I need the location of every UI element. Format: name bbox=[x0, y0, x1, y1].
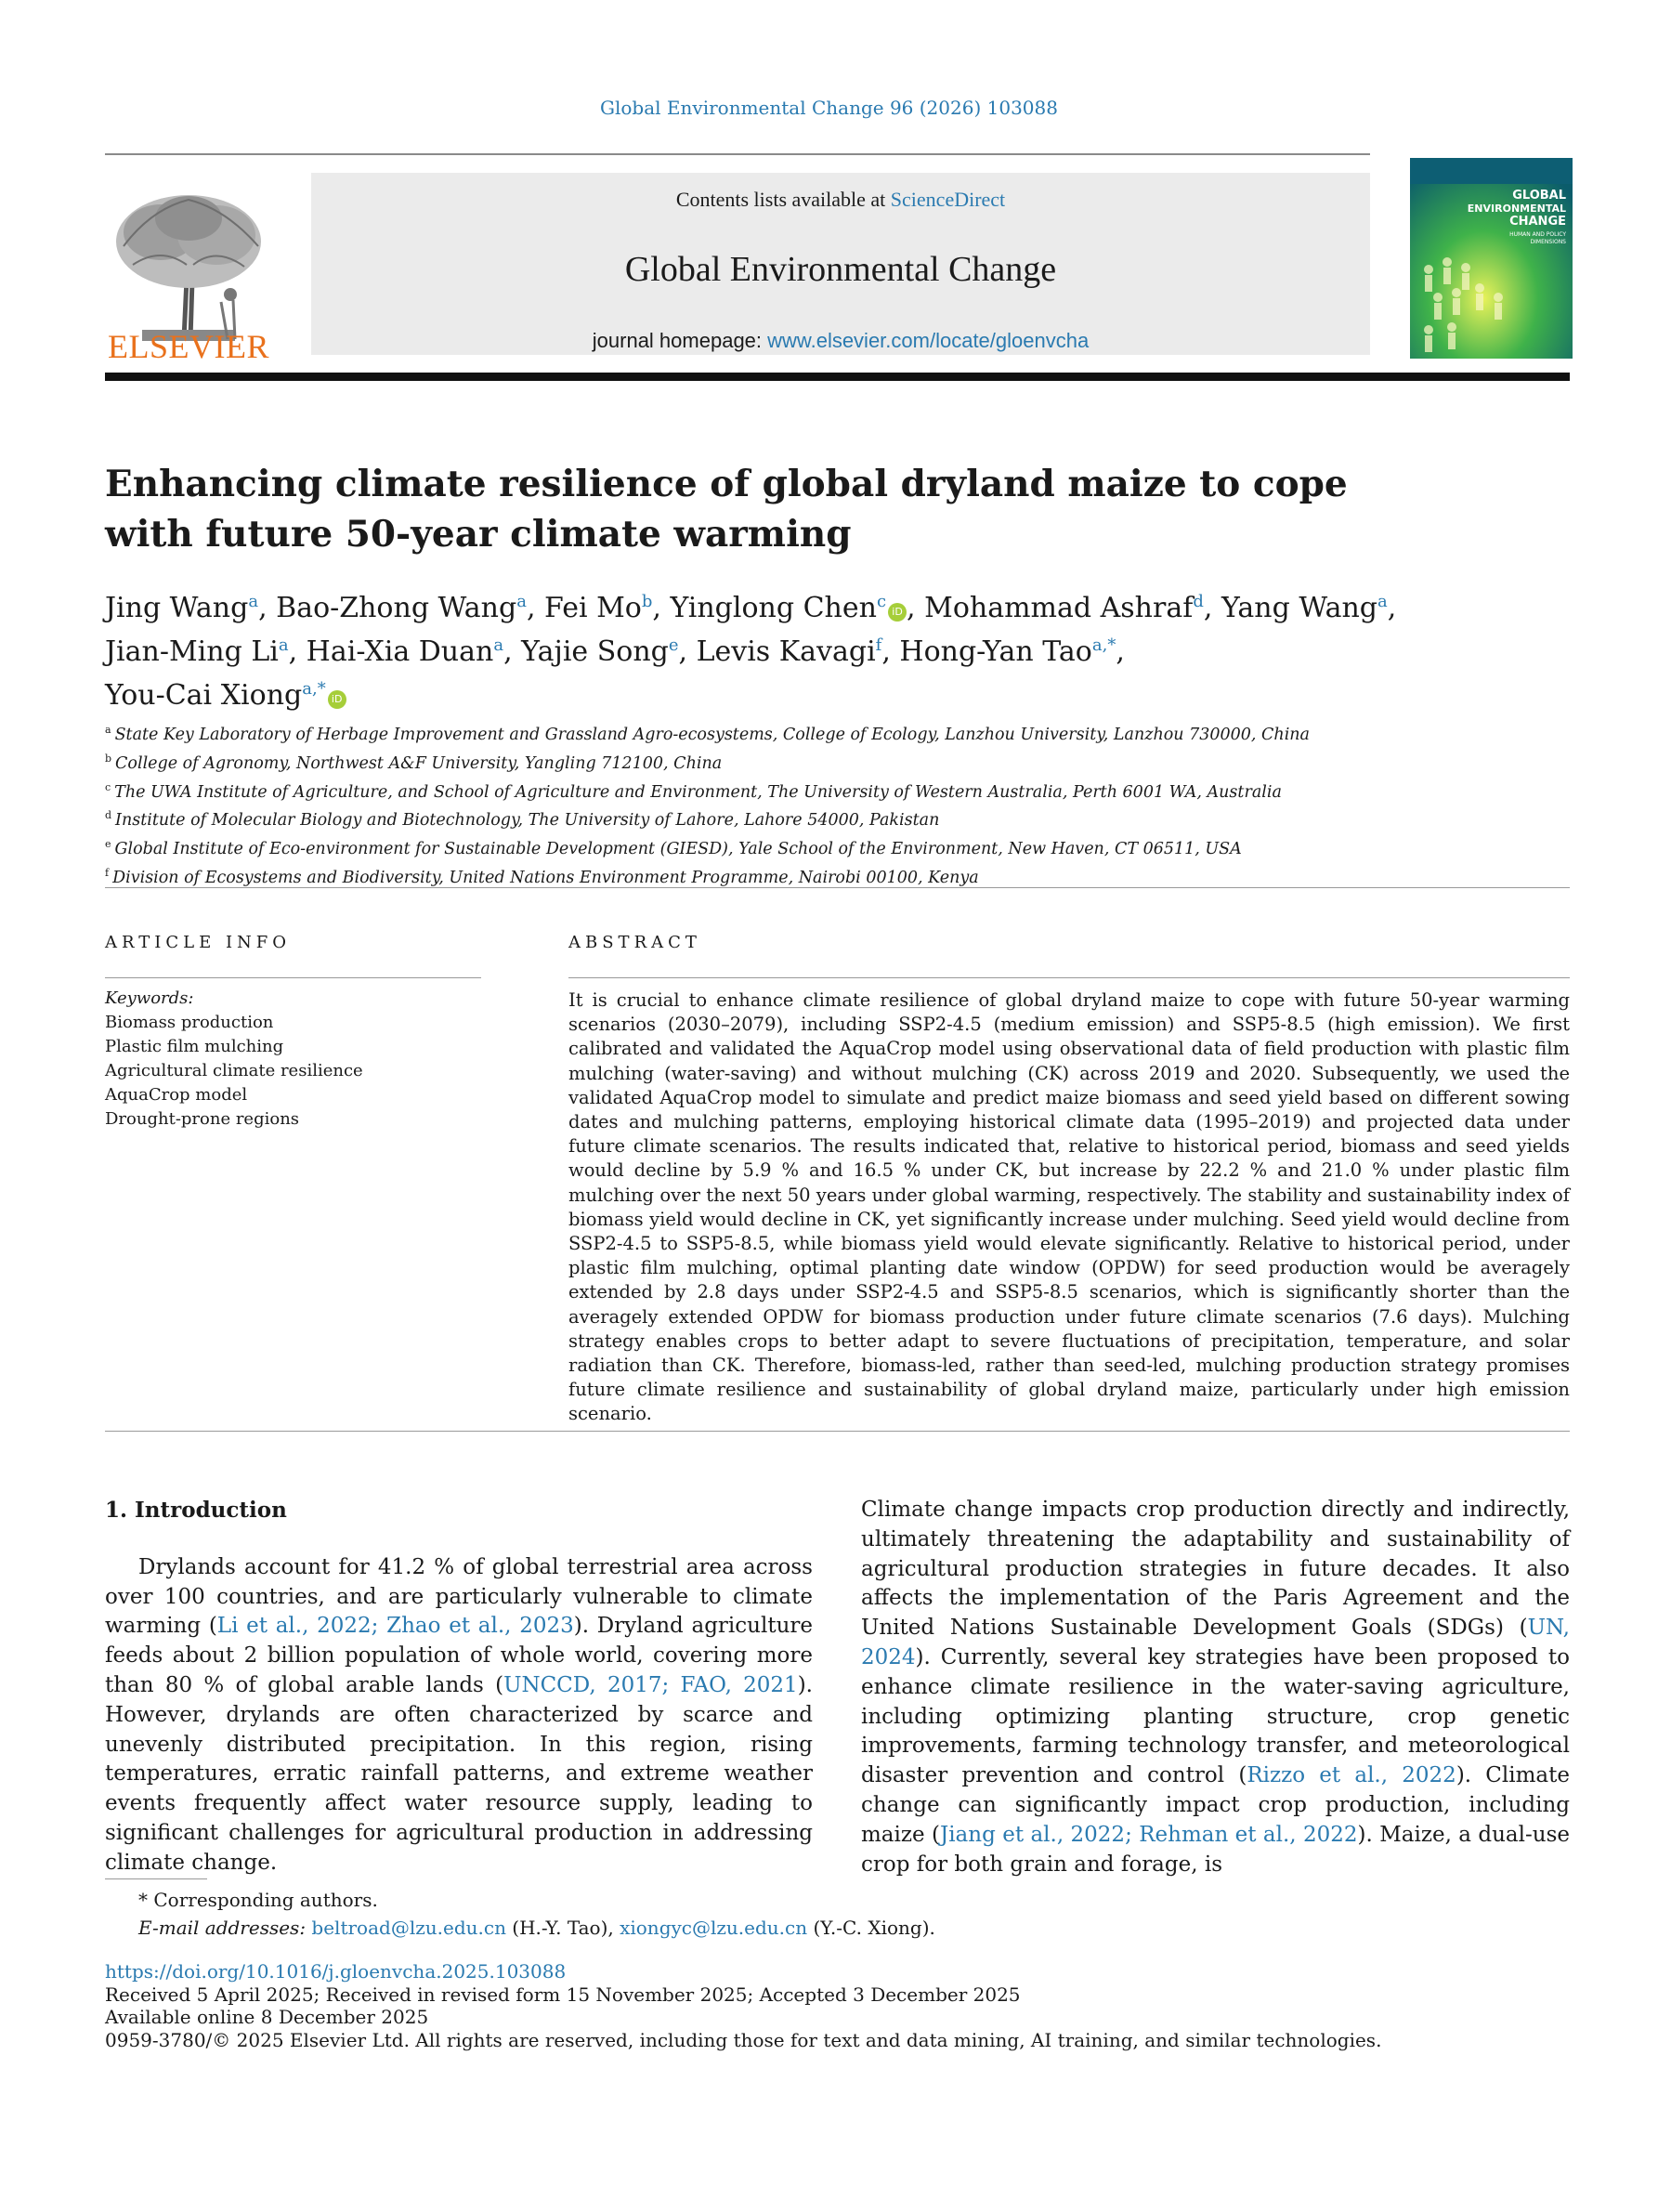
corresponding-note: * Corresponding authors. bbox=[138, 1889, 378, 1911]
author[interactable]: Mohammad Ashraf$^d$ bbox=[924, 592, 1204, 624]
paragraph: Drylands account for 41.2 % of global terrestrial area across over 100 countries, and are particularly vulnerable to climate warming (Li et al., 2022; Zhao et al., 2023). Dryland agriculture feeds about 2 billion population of whole world, covering more than 80 % of global arable lands (UNCCD, 2017; FAO, 2021). However, drylands are often characterized by scarce and unevenly distributed precipitation. In this region, rising temperatures, erratic rainfall patterns, and extreme weather events frequently affect water resource supply, leading to significant challenges for agricultural production in addressing climate change. bbox=[105, 1554, 813, 1875]
affiliation: $^f$ Division of Ecosystems and Biodiversity, United Nations Environment Programme, Nairobi 00100, Kenya bbox=[105, 867, 979, 887]
author[interactable]: Hong-Yan Tao$^{a,*}$ bbox=[899, 635, 1116, 668]
keyword[interactable]: Drought-prone regions bbox=[105, 1109, 300, 1129]
author[interactable]: Jian-Ming Li$^a$ bbox=[105, 635, 289, 668]
article-title: Enhancing climate resilience of global dryland maize to cope with future 50-year climate warming bbox=[105, 463, 1348, 556]
cover-subtitle-1: HUMAN AND POLICY bbox=[1509, 231, 1566, 238]
masthead-rule bbox=[105, 373, 1570, 381]
keyword[interactable]: Plastic film mulching bbox=[105, 1037, 284, 1056]
section-rule bbox=[105, 887, 1570, 888]
homepage-prefix: journal homepage: bbox=[592, 329, 768, 352]
email-link[interactable]: xiongyc@lzu.edu.cn bbox=[620, 1917, 808, 1939]
affiliation: $^b$ College of Agronomy, Northwest A&F University, Yangling 712100, China bbox=[105, 752, 723, 773]
affiliation: $^e$ Global Institute of Eco-environment for Sustainable Development (GIESD), Yale School of the Environment, New Haven, CT 06511, USA bbox=[105, 838, 1242, 859]
paragraph: Climate change impacts crop production directly and indirectly, ultimately threatening the adaptability and sustainability of agricultural production strategies in future decades. It also affects the implementation of the Paris Agreement and the United Nations Sustainable Development Goals (SDGs) (UN, 2024). Currently, several key strategies have been proposed to enhance climate resilience in the water-saving agriculture, including optimizing planting structure, crop genetic improvements, farming technology transfer, and meteorological disaster prevention and control (Rizzo et al., 2022). Climate change can significantly impact crop production, including maize (Jiang et al., 2022; Rehman et al., 2022). Maize, a dual-use crop for both grain and forage, is bbox=[861, 1498, 1570, 1877]
affiliation: $^d$ Institute of Molecular Biology and Biotechnology, The University of Lahore, Lahore 54000, Pakistan bbox=[105, 809, 940, 831]
article-info-heading: ARTICLE INFO bbox=[105, 933, 292, 952]
section-rule bbox=[105, 1431, 1570, 1432]
author[interactable]: Yinglong Chen$^c$iD bbox=[670, 592, 907, 624]
citation-link[interactable]: Rizzo et al., 2022 bbox=[1247, 1763, 1456, 1788]
keyword[interactable]: Agricultural climate resilience bbox=[105, 1061, 363, 1080]
header-rule bbox=[105, 153, 1370, 155]
author[interactable]: Hai-Xia Duan$^a$ bbox=[306, 635, 504, 668]
sciencedirect-link[interactable]: ScienceDirect bbox=[890, 188, 1006, 211]
author-list: Jing Wang$^a$, Bao-Zhong Wang$^a$, Fei Mo$^b$, Yinglong Chen$^c$iD , Mohammad Ashraf$^d$, Yang Wang$^a$, Jian-Ming Li$^a$, Hai-Xia Duan$^a$, Yajie Song$^e$, Levis Kavagi$^f$, Hong-Yan Tao$^{a,*}$, You-Cai Xiong$^{a,*}$iD bbox=[105, 592, 1397, 712]
author[interactable]: Yajie Song$^e$ bbox=[521, 635, 679, 668]
copyright-line: 0959-3780/© 2025 Elsevier Ltd. All rights are reserved, including those for text and data mining, AI training, and similar technologies. bbox=[105, 2028, 1382, 2051]
citation-link[interactable]: Li et al., 2022; Zhao et al., 2023 bbox=[216, 1614, 574, 1639]
keyword[interactable]: AquaCrop model bbox=[105, 1085, 248, 1105]
footnote-rule bbox=[105, 1878, 207, 1879]
corresponding-footnote bbox=[105, 1886, 1312, 1942]
abstract-text: It is crucial to enhance climate resilience of global dryland maize to cope with future 50-year warming scenarios (2030–2079), including SSP2-4.5 (medium emission) and SSP5-8.5 (high emission). We first calibrated and validated the AquaCrop model using observational data of field production with plastic film mulching (water-saving) and without mulching (CK) across 2019 and 2020. Subsequently, we used the validated AquaCrop model to simulate and predict maize biomass and seed yield based on different sowing dates and mulching patterns, employing historical climate data (1995–2019) and projected data under future climate scenarios. The results indicated that, relative to historical period, biomass and seed yields would decline by 5.9 % and 16.5 % under CK, but increase by 22.2 % and 21.0 % under plastic film mulching over the next 50 years under global warming, respectively. The stability and sustainability index of biomass yield would decline in CK, yet significantly increase under mulching. Seed yield would decline from SSP2-4.5 to SSP5-8.5, while biomass yield would elevate significantly. Relative to historical period, under plastic film mulching, optimal planting date window (OPDW) for seed production would be averagely extended by 2.8 days under SSP2-4.5 and SSP5-8.5 scenarios, which is significantly shorter than the averagely extended OPDW for biomass production under future climate scenarios (7.6 days). Mulching strategy enables crops to better adapt to severe fluctuations of precipitation, temperature, and solar radiation than CK. Therefore, biomass-led, rather than seed-led, mulching production strategy promises future climate resilience and sustainability of global dryland maize, particularly under high emission scenario. bbox=[568, 989, 1570, 1425]
cover-title-3: CHANGE bbox=[1509, 215, 1566, 229]
homepage-line bbox=[311, 329, 1370, 353]
author[interactable]: Bao-Zhong Wang$^a$ bbox=[276, 592, 527, 624]
author[interactable]: Yang Wang$^a$ bbox=[1221, 592, 1388, 624]
cover-title-1: GLOBAL bbox=[1512, 189, 1566, 203]
abstract-heading: ABSTRACT bbox=[568, 933, 701, 952]
author[interactable]: Fei Mo$^b$ bbox=[544, 592, 653, 624]
homepage-link[interactable]: www.elsevier.com/locate/gloenvcha bbox=[767, 329, 1090, 352]
affiliation: $^a$ State Key Laboratory of Herbage Improvement and Grassland Agro-ecosystems, College of Ecology, Lanzhou University, Lanzhou 730000, China bbox=[105, 724, 1310, 744]
cover-subtitle-2: DIMENSIONS bbox=[1530, 239, 1566, 245]
affiliation: $^c$ The UWA Institute of Agriculture, and School of Agriculture and Environment, The University of Western Australia, Perth 6001 WA, Australia bbox=[105, 780, 1282, 802]
article-info-rule bbox=[105, 977, 481, 978]
doi-link[interactable]: https://doi.org/10.1016/j.gloenvcha.2025.103088 bbox=[105, 1960, 567, 1983]
journal-reference[interactable]: Global Environmental Change 96 (2026) 103088 bbox=[600, 97, 1058, 119]
contents-prefix: Contents lists available at bbox=[675, 188, 891, 211]
publisher-wordmark: ELSEVIER bbox=[108, 328, 269, 365]
citation-link[interactable]: UNCCD, 2017; FAO, 2021 bbox=[503, 1672, 798, 1697]
front-matter bbox=[105, 1960, 1498, 2051]
orcid-icon[interactable]: iD bbox=[328, 690, 346, 709]
section-heading: 1. Introduction bbox=[105, 1498, 287, 1523]
keywords-label: Keywords: bbox=[105, 988, 194, 1008]
contents-line bbox=[311, 188, 1370, 212]
author[interactable]: You-Cai Xiong$^{a,*}$iD bbox=[105, 679, 346, 712]
keywords-block bbox=[105, 987, 481, 1132]
masthead bbox=[105, 158, 1573, 376]
author[interactable]: Jing Wang$^a$ bbox=[105, 592, 259, 624]
body-column-right bbox=[861, 1496, 1570, 1879]
body-column-left bbox=[105, 1496, 813, 1878]
email-link[interactable]: beltroad@lzu.edu.cn bbox=[311, 1917, 506, 1939]
author[interactable]: Levis Kavagi$^f$ bbox=[696, 635, 882, 668]
email-line: E-mail addresses: beltroad@lzu.edu.cn (H.-Y. Tao), xiongyc@lzu.edu.cn (Y.-C. Xiong). bbox=[138, 1917, 935, 1939]
citation-link[interactable]: Jiang et al., 2022; Rehman et al., 2022 bbox=[939, 1822, 1358, 1847]
journal-header-box bbox=[311, 173, 1370, 355]
abstract-rule bbox=[568, 977, 1570, 978]
keyword[interactable]: Biomass production bbox=[105, 1013, 274, 1032]
citation-link[interactable]: UN, 2024 bbox=[861, 1616, 1570, 1669]
journal-name: Global Environmental Change bbox=[624, 250, 1057, 289]
cover-title-2: ENVIRONMENTAL bbox=[1467, 203, 1566, 215]
orcid-icon[interactable]: iD bbox=[888, 603, 907, 622]
affiliations bbox=[105, 718, 1545, 890]
history-dates: Received 5 April 2025; Received in revised form 15 November 2025; Accepted 3 December 2025 bbox=[105, 1983, 1021, 2006]
available-online: Available online 8 December 2025 bbox=[105, 2006, 429, 2028]
journal-cover-image[interactable] bbox=[1410, 158, 1573, 359]
